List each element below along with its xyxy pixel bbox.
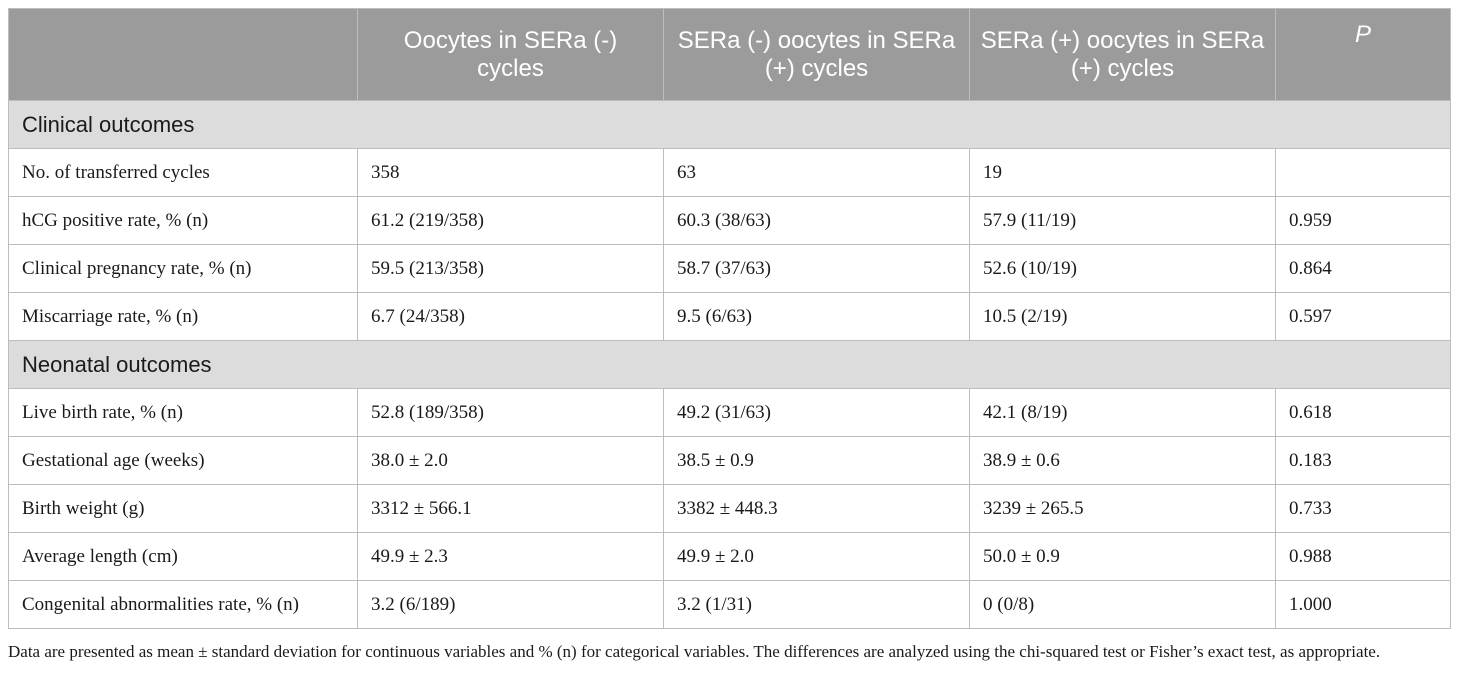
table-cell: 38.5 ± 0.9	[664, 437, 970, 485]
table-cell: 3239 ± 265.5	[970, 485, 1276, 533]
table-cell: 57.9 (11/19)	[970, 197, 1276, 245]
table-cell: 49.9 ± 2.3	[358, 533, 664, 581]
table-cell: 61.2 (219/358)	[358, 197, 664, 245]
table-cell: 10.5 (2/19)	[970, 293, 1276, 341]
table-cell: 6.7 (24/358)	[358, 293, 664, 341]
row-label: Congenital abnormalities rate, % (n)	[9, 581, 358, 629]
table-cell: 19	[970, 149, 1276, 197]
table-cell: 59.5 (213/358)	[358, 245, 664, 293]
section-title: Neonatal outcomes	[9, 341, 1451, 389]
header-cell-p-value: P	[1276, 9, 1451, 101]
table-row	[9, 197, 1451, 245]
table-row	[9, 581, 1451, 629]
table-row	[9, 149, 1451, 197]
table-row	[9, 485, 1451, 533]
table-cell: 63	[664, 149, 970, 197]
header-row	[9, 9, 1451, 101]
p-value-cell: 0.597	[1276, 293, 1451, 341]
table-cell: 52.8 (189/358)	[358, 389, 664, 437]
table-body	[9, 101, 1451, 629]
header-cell-group-2: SERa (-) oocytes in SERa (+) cycles	[664, 9, 970, 101]
p-value-cell: 0.864	[1276, 245, 1451, 293]
section-row-clinical	[9, 101, 1451, 149]
table-cell: 3382 ± 448.3	[664, 485, 970, 533]
table-cell: 3.2 (6/189)	[358, 581, 664, 629]
header-cell-group-1: Oocytes in SERa (-) cycles	[358, 9, 664, 101]
table-row	[9, 245, 1451, 293]
p-value-cell: 0.988	[1276, 533, 1451, 581]
table-cell: 358	[358, 149, 664, 197]
table-cell: 38.0 ± 2.0	[358, 437, 664, 485]
table-cell: 0 (0/8)	[970, 581, 1276, 629]
p-value-cell: 0.183	[1276, 437, 1451, 485]
table-cell: 58.7 (37/63)	[664, 245, 970, 293]
table-cell: 38.9 ± 0.6	[970, 437, 1276, 485]
row-label: Clinical pregnancy rate, % (n)	[9, 245, 358, 293]
row-label: Miscarriage rate, % (n)	[9, 293, 358, 341]
table-row	[9, 437, 1451, 485]
outcomes-table	[8, 8, 1451, 629]
table-cell: 52.6 (10/19)	[970, 245, 1276, 293]
row-label: Average length (cm)	[9, 533, 358, 581]
table-row	[9, 389, 1451, 437]
p-value-cell: 0.733	[1276, 485, 1451, 533]
section-row-neonatal	[9, 341, 1451, 389]
row-label: Gestational age (weeks)	[9, 437, 358, 485]
table-cell: 50.0 ± 0.9	[970, 533, 1276, 581]
table-row	[9, 533, 1451, 581]
row-label: hCG positive rate, % (n)	[9, 197, 358, 245]
table-cell: 9.5 (6/63)	[664, 293, 970, 341]
header-cell-group-3: SERa (+) oocytes in SERa (+) cycles	[970, 9, 1276, 101]
header-cell-variable	[9, 9, 358, 101]
table-row	[9, 293, 1451, 341]
p-value-cell	[1276, 149, 1451, 197]
table-cell: 60.3 (38/63)	[664, 197, 970, 245]
table-cell: 49.9 ± 2.0	[664, 533, 970, 581]
table-footnote: Data are presented as mean ± standard deviation for continuous variables and % (n) for categorical variables. The differences are analyzed using the chi-squared test or Fisher’s exact test, as appropriate.	[8, 642, 1381, 661]
table-header	[9, 9, 1451, 101]
p-value-cell: 0.618	[1276, 389, 1451, 437]
row-label: Birth weight (g)	[9, 485, 358, 533]
table-cell: 49.2 (31/63)	[664, 389, 970, 437]
row-label: Live birth rate, % (n)	[9, 389, 358, 437]
p-value-cell: 1.000	[1276, 581, 1451, 629]
row-label: No. of transferred cycles	[9, 149, 358, 197]
p-value-cell: 0.959	[1276, 197, 1451, 245]
section-title: Clinical outcomes	[9, 101, 1451, 149]
table-cell: 42.1 (8/19)	[970, 389, 1276, 437]
table-cell: 3.2 (1/31)	[664, 581, 970, 629]
table-cell: 3312 ± 566.1	[358, 485, 664, 533]
table-container	[8, 8, 1450, 629]
